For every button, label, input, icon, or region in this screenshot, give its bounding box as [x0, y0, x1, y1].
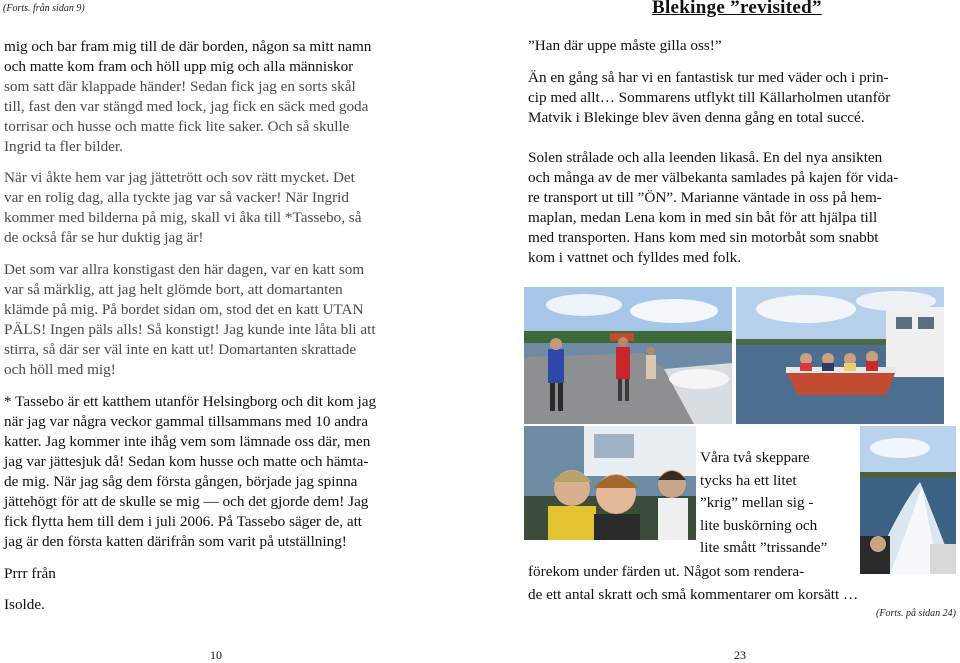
- text-line: När vi åkte hem var jag jättetrött och sov rätt mycket. Det: [4, 169, 355, 186]
- signature: Isolde.: [4, 596, 45, 613]
- text-line: Än en gång så har vi en fantastisk tur med väder och i prin-: [528, 69, 889, 86]
- text-line: de också får se hur duktig jag är!: [4, 229, 204, 246]
- text-line: förekom under färden ut. Något som rendera-: [528, 563, 805, 580]
- text-line: och matte kom fram och höll upp mig och alla människor: [4, 58, 354, 75]
- text-line: fick flytta hem till dem i juli 2006. På Tassebo säger de, att: [4, 513, 363, 530]
- text-line: PÄLS! Ingen päls alls! Så konstigt! Jag kunde inte låta bli att: [4, 321, 376, 338]
- text-line: jag var jättesjuk då! Sedan kom husse och matte och hämta-: [4, 453, 369, 470]
- left-paragraph-4: [4, 392, 376, 552]
- text-line: maplan, medan Lena kom in med sin båt för att hjälpa till: [528, 209, 878, 226]
- text-line: till, fast den var stängd med lock, jag fick en säck med goda: [4, 98, 369, 115]
- text-line: Våra två skeppare: [700, 449, 810, 466]
- text-line: ”krig” mellan sig -: [700, 494, 814, 511]
- text-line: torrisar och husse och matte fick lite saker. Och så skulle: [4, 118, 350, 135]
- photo-motorboat: [736, 287, 944, 424]
- text-line: Matvik i Blekinge blev även denna gång en total succé.: [528, 109, 865, 126]
- text-line: re transport ut till ”ÖN”. Marianne väntade in oss på hem-: [528, 189, 882, 206]
- text-line: katter. Jag kommer inte ihåg vem som lämnade oss där, men: [4, 433, 371, 450]
- text-line: jag är den första katten därifrån som varit på utställning!: [4, 533, 347, 550]
- left-paragraph-3: [4, 260, 376, 380]
- right-paragraph-3-full: [528, 561, 858, 606]
- left-paragraph-1: [4, 37, 371, 157]
- text-line: Solen strålade och alla leenden likaså. En del nya ansikten: [528, 149, 883, 166]
- text-line: var så märklig, att jag helt glömde bort, att domartanten: [4, 281, 343, 298]
- text-line: lite buskörning och: [700, 516, 818, 534]
- continued-to-label: (Forts. på sidan 24): [876, 608, 956, 619]
- photo-quay-walk: [524, 287, 732, 424]
- text-line: och många av de mer välbekanta samlades på kajen för vida-: [528, 169, 899, 186]
- article-title: Blekinge ”revisited”: [652, 0, 822, 18]
- text-line: Det som var allra konstigast den här dagen, var en katt som: [4, 261, 365, 278]
- text-line: de ett antal skratt och små kommentarer om korsätt …: [528, 585, 859, 603]
- text-line: klämde på mig. På bordet sidan om, stod det en katt UTAN: [4, 301, 364, 318]
- text-line: mig och bar fram mig till de där borden, någon sa mitt namn: [4, 38, 372, 55]
- text-line: stirra, så där ser väl inte en katt ut! Domartanten skrattade: [4, 341, 357, 358]
- text-line: och höll med mig!: [4, 361, 116, 378]
- text-line: Ingrid ta fler bilder.: [4, 138, 123, 155]
- page-number-right: 23: [734, 648, 746, 662]
- text-line: cip med allt… Sommarens utflykt till Källarholmen utanför: [528, 89, 891, 106]
- text-line: var en rolig dag, alla tyckte jag var så vacker! När Ingrid: [4, 189, 349, 206]
- photo-boat-wake: [860, 426, 956, 574]
- right-paragraph-2: [528, 148, 898, 268]
- text-line: * Tassebo är ett katthem utanför Helsingborg och dit kom jag: [4, 393, 377, 410]
- article-quote: ”Han där uppe måste gilla oss!”: [528, 37, 722, 54]
- text-line: de mig. När jag såg dem första gången, började jag spinna: [4, 473, 358, 490]
- page-number-left: 10: [210, 648, 222, 662]
- text-line: när jag var några veckor gammal tillsammans med 10 andra: [4, 413, 368, 430]
- right-paragraph-1: [528, 68, 890, 128]
- text-line: kom i vattnet och fylldes med folk.: [528, 249, 742, 266]
- text-line: som satt där klappade händer! Sedan fick jag en sorts skål: [4, 78, 356, 95]
- right-paragraph-3-inset: [700, 447, 827, 560]
- text-line: tycks ha ett litet: [700, 471, 797, 489]
- continued-from-label: (Forts. från sidan 9): [3, 3, 85, 14]
- photo-two-women: [524, 426, 696, 540]
- text-line: kommer med bilderna på mig, skall vi åka till *Tassebo, så: [4, 209, 362, 226]
- closing-text: Prrr från: [4, 565, 56, 582]
- left-paragraph-2: [4, 168, 361, 248]
- text-line: lite smått ”trissande”: [700, 539, 828, 556]
- text-line: med transporten. Hans kom med sin motorbåt som snabbt: [528, 229, 879, 246]
- text-line: jättehögt för att de skulle se mig — och det gjorde dem! Jag: [4, 493, 369, 510]
